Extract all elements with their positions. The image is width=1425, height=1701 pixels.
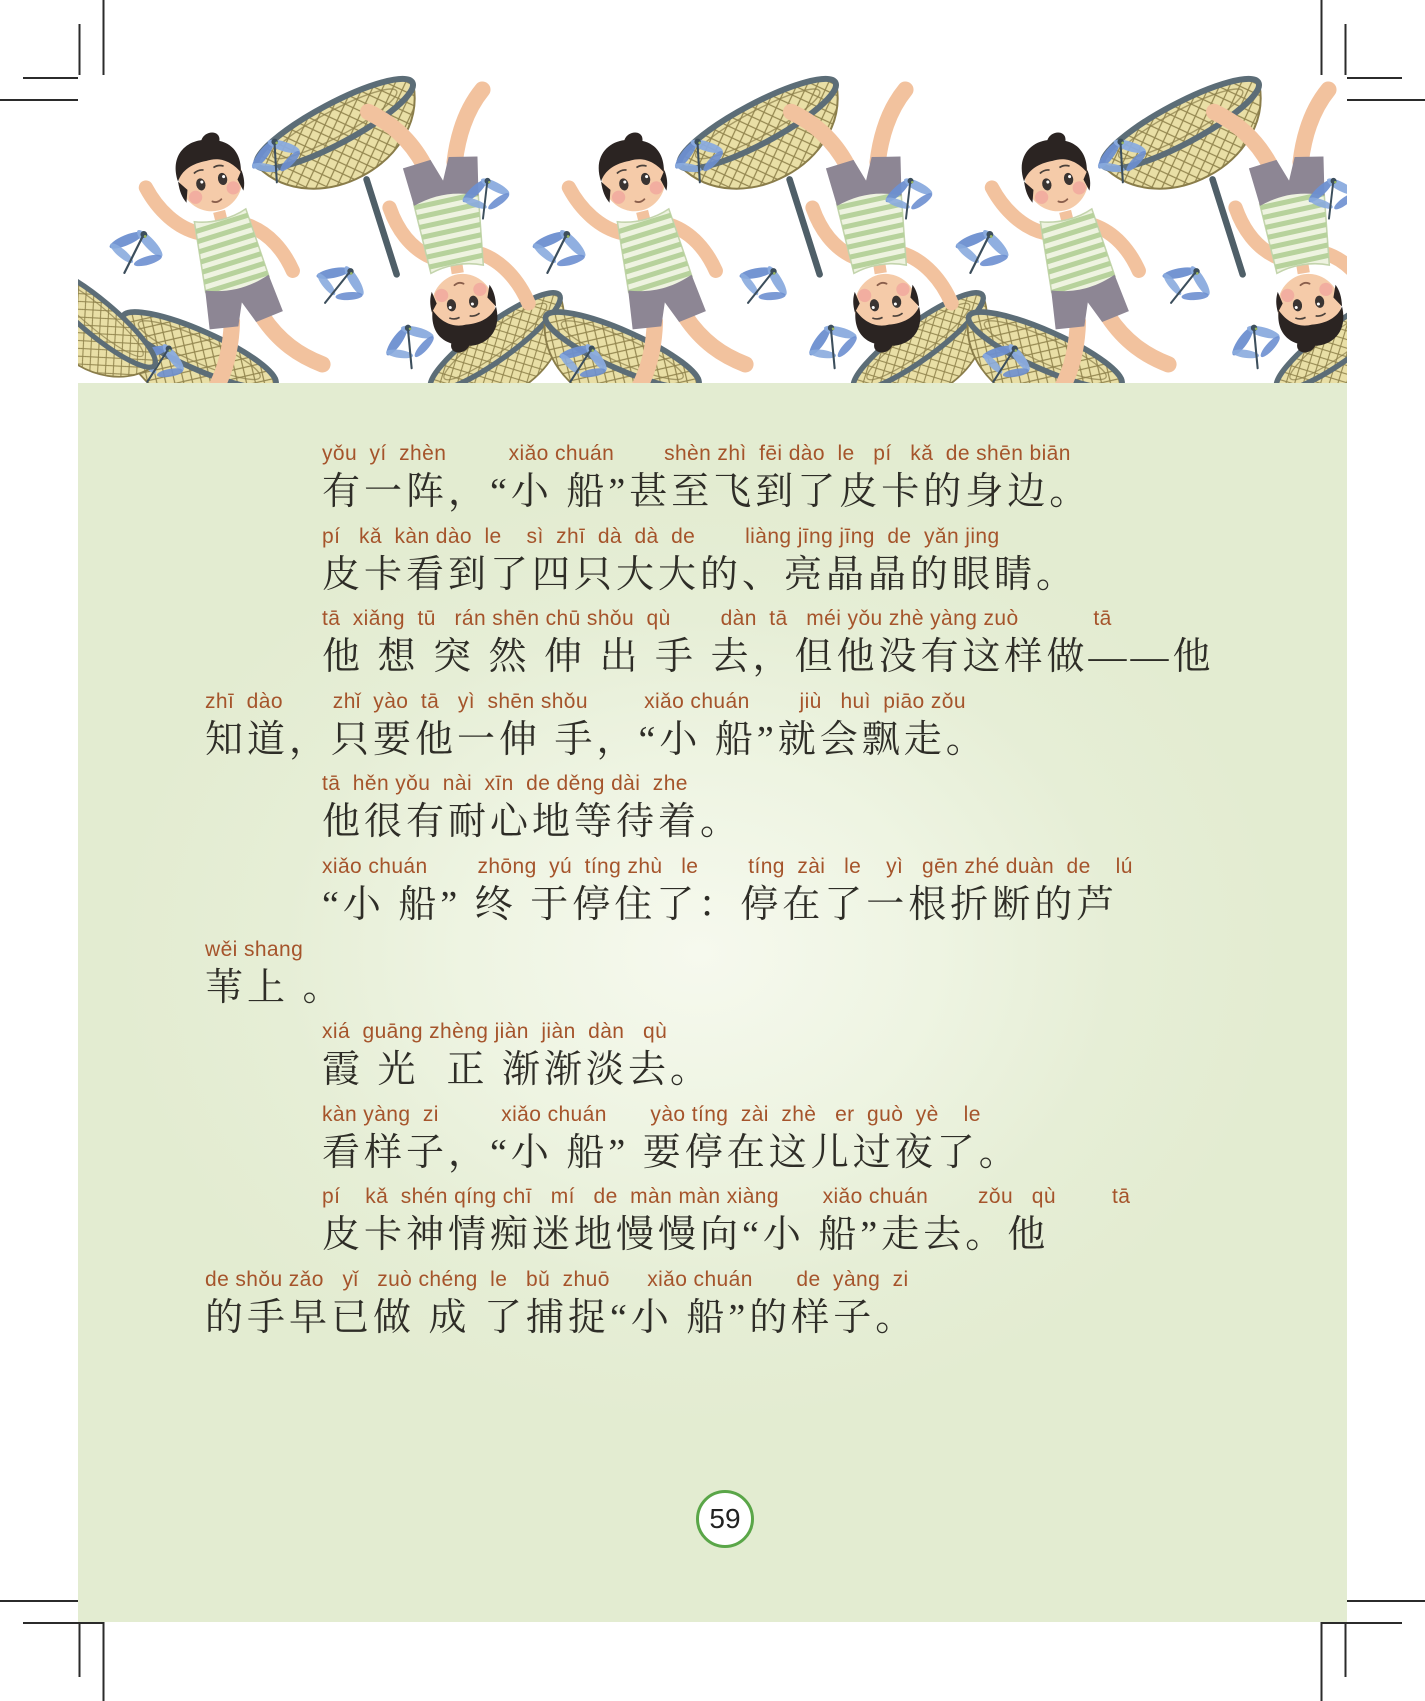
story-text-block [205,440,1235,1349]
text-line [205,770,1235,853]
text-line [205,605,1235,688]
hanzi-line: 知道，只要他一伸 手，“小 船”就会飘走。 [205,718,988,761]
page-number: 59 [709,1503,741,1534]
pinyin-line: zhī dào zhǐ yào tā yì shēn shǒu xiǎo chuán jiù huì piāo zǒu [205,689,966,713]
pinyin-line: pí kǎ kàn dào le sì zhī dà dà de liàng jīng jīng de yǎn jing [322,524,1000,548]
text-line [205,523,1235,606]
pinyin-line: kàn yàng zi xiǎo chuán yào tíng zài zhè er guò yè le [322,1102,981,1126]
pinyin-line: xiǎo chuán zhōng yú tíng zhù le tíng zài le yì gēn zhé duàn de lú [322,854,1133,878]
text-line [205,1183,1235,1266]
reading-content-area [78,383,1347,1622]
decorative-header-band [78,75,1347,383]
text-line [205,853,1235,936]
page-number-badge [696,1490,754,1548]
pinyin-line: yǒu yí zhèn xiǎo chuán shèn zhì fēi dào le pí kǎ de shēn biān [322,442,1071,465]
pinyin-line: pí kǎ shén qíng chī mí de màn màn xiàng xiǎo chuán zǒu qù tā [322,1185,1131,1209]
hanzi-line: 他很有耐心地等待着。 [322,801,743,844]
pinyin-line: wěi shang [205,937,304,961]
hanzi-line: 霞 光 正 渐渐淡去。 [322,1049,713,1092]
text-line [205,1018,1235,1101]
hanzi-line: 看样子，“小 船” 要停在这儿过夜了。 [322,1131,1021,1174]
header-pattern-illustration [78,75,1347,383]
hanzi-line: 皮卡看到了四只大大的、亮晶晶的眼睛。 [322,553,1079,596]
hanzi-line: 的手早已做 成 了捕捉“小 船”的样子。 [205,1296,918,1339]
text-line [205,936,1235,1019]
hanzi-line: 皮卡神情痴迷地慢慢向“小 船”走去。他 [322,1214,1050,1257]
pinyin-line: de shǒu zǎo yǐ zuò chéng le bǔ zhuō xiǎo chuán de yàng zi [205,1267,909,1291]
hanzi-line: 他 想 突 然 伸 出 手 去，但他没有这样做——他 [322,636,1215,679]
hanzi-line: 有一阵，“小 船”甚至飞到了皮卡的身边。 [322,471,1092,513]
pinyin-line: xiá guāng zhèng jiàn jiàn dàn qù [322,1020,668,1044]
hanzi-line: “小 船” 终 于停住了：停在了一根折断的芦 [322,883,1119,926]
text-line [205,1266,1235,1349]
text-line [205,1101,1235,1184]
hanzi-line: 苇上 。 [205,966,345,1009]
pinyin-line: tā xiǎng tū rán shēn chū shǒu qù dàn tā méi yǒu zhè yàng zuò tā [322,607,1112,631]
text-line [205,688,1235,771]
pinyin-line: tā hěn yǒu nài xīn de děng dài zhe [322,772,688,796]
text-line [205,440,1235,523]
